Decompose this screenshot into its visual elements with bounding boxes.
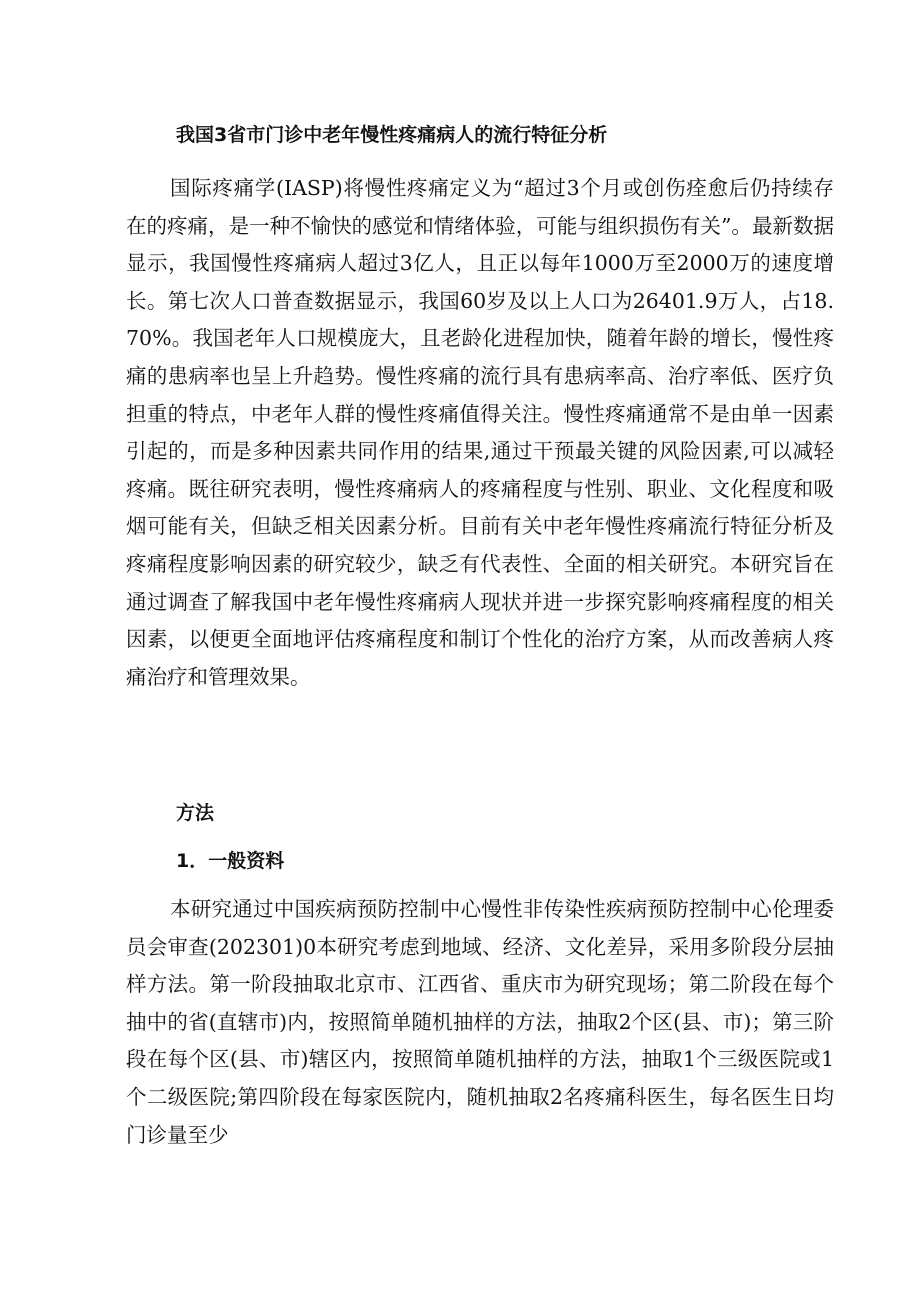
intro-paragraph: 国际疼痛学(IASP)将慢性疼痛定义为“超过3个月或创伤痊愈后仍持续存在的疼痛，是一种不愉快的感觉和情绪体验，可能与组织损伤有关”。最新数据显示，我国慢性疼痛病人超过3亿人，且正以每年1000万至2000万的速度增长。第七次人口普查数据显示，我国60岁及以上人口为26401.9万人，占18.70%。我国老年人口规模庞大，且老龄化进程加快，随着年龄的增长，慢性疼痛的患病率也呈上升趋势。慢性疼痛的流行具有患病率高、治疗率低、医疗负担重的特点，中老年人群的慢性疼痛值得关注。慢性疼痛通常不是由单一因素引起的，而是多种因素共同作用的结果,通过干预最关键的风险因素,可以减轻疼痛。既往研究表明，慢性疼痛病人的疼痛程度与性别、职业、文化程度和吸烟可能有关，但缺乏相关因素分析。目前有关中老年慢性疼痛流行特征分析及疼痛程度影响因素的研究较少，缺乏有代表性、全面的相关研究。本研究旨在通过调查了解我国中老年慢性疼痛病人现状并进一步探究影响疼痛程度的相关因素，以便更全面地评估疼痛程度和制订个性化的治疗方案，从而改善病人疼痛治疗和管理效果。 [126,176,834,689]
general-data-heading: 1．一般资料 [176,850,285,872]
article-title: 我国3省市门诊中老年慢性疼痛病人的流行特征分析 [176,124,608,146]
method-heading: 方法 [176,802,215,824]
method-paragraph: 本研究通过中国疾病预防控制中心慢性非传染性疾病预防控制中心伦理委员会审查(202301)0本研究考虑到地域、经济、文化差异，采用多阶段分层抽样方法。第一阶段抽取北京市、江西省、重庆市为研究现场；第二阶段在每个抽中的省(直辖市)内，按照简单随机抽样的方法，抽取2个区(县、市)；第三阶段在每个区(县、市)辖区内，按照简单随机抽样的方法，抽取1个三级医院或1个二级医院;第四阶段在每家医院内，随机抽取2名疼痛科医生，每名医生日均门诊量至少 [126,897,834,1147]
